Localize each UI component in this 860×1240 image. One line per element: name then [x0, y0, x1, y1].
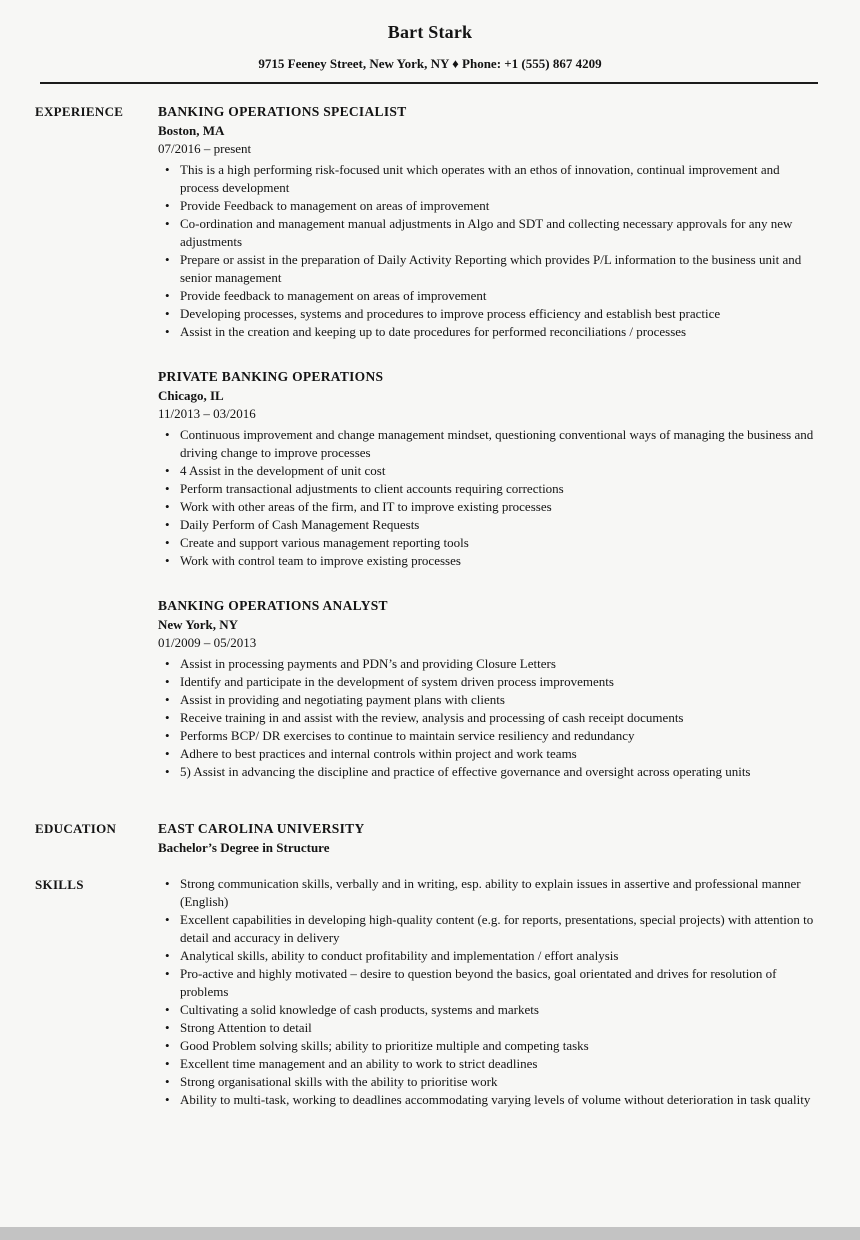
job-entry [158, 596, 815, 781]
bullet-item [158, 287, 815, 305]
bullet-text: Receive training in and assist with the review, analysis and processing of cash receipt documents [180, 710, 684, 725]
bullet-marker-icon: • [165, 674, 170, 689]
bullet-marker-icon: • [165, 876, 170, 891]
bullet-marker-icon: • [165, 912, 170, 927]
bullet-text: Identify and participate in the development of system driven process improvements [180, 674, 614, 689]
job-location: Boston, MA [158, 123, 225, 138]
bullet-item [158, 305, 815, 323]
bullet-text: Ability to multi-task, working to deadlines accommodating varying levels of volume without deterioration in task quality [180, 1092, 811, 1107]
resume-header [0, 0, 860, 84]
bullet-text: Cultivating a solid knowledge of cash products, systems and markets [180, 1002, 539, 1017]
bullet-text: Work with control team to improve existing processes [180, 553, 461, 568]
bullet-marker-icon: • [165, 162, 170, 177]
bullet-item [158, 197, 815, 215]
bullet-item [158, 498, 815, 516]
bullet-text: Strong communication skills, verbally and in writing, esp. ability to explain issues in assertive and professional manner (English) [180, 876, 801, 909]
job-title: BANKING OPERATIONS SPECIALIST [158, 104, 407, 119]
bullet-text: 4 Assist in the development of unit cost [180, 463, 386, 478]
skills-content [158, 875, 860, 1109]
bullet-marker-icon: • [165, 1074, 170, 1089]
degree-name: Bachelor’s Degree in Structure [158, 840, 330, 855]
bullet-marker-icon: • [165, 692, 170, 707]
job-title: PRIVATE BANKING OPERATIONS [158, 369, 384, 384]
bullet-text: Strong organisational skills with the ability to prioritise work [180, 1074, 498, 1089]
bullet-marker-icon: • [165, 252, 170, 267]
bullet-text: Developing processes, systems and procedures to improve process efficiency and establish best practice [180, 306, 721, 321]
section-label-skills: SKILLS [35, 877, 84, 892]
bullet-item [158, 965, 815, 1001]
bullet-text: Co-ordination and management manual adjustments in Algo and SDT and collecting necessary approvals for any new adjustments [180, 216, 793, 249]
experience-section [0, 102, 860, 807]
bullet-item [158, 426, 815, 462]
bullet-text: 5) Assist in advancing the discipline and practice of effective governance and oversight across operating units [180, 764, 751, 779]
bullet-text: Prepare or assist in the preparation of Daily Activity Reporting which provides P/L information to the business unit and senior management [180, 252, 802, 285]
bullet-marker-icon: • [165, 463, 170, 478]
bullet-text: Provide Feedback to management on areas of improvement [180, 198, 490, 213]
bullet-item [158, 745, 815, 763]
bullet-text: Provide feedback to management on areas of improvement [180, 288, 487, 303]
bullet-item [158, 709, 815, 727]
bullet-marker-icon: • [165, 216, 170, 231]
bullet-marker-icon: • [165, 656, 170, 671]
bullet-item [158, 480, 815, 498]
bullet-item [158, 1073, 815, 1091]
job-entry [158, 102, 815, 341]
bullet-marker-icon: • [165, 553, 170, 568]
bullet-marker-icon: • [165, 306, 170, 321]
bullet-marker-icon: • [165, 1056, 170, 1071]
page-bottom-edge [0, 1227, 860, 1240]
bullet-item [158, 323, 815, 341]
bullet-marker-icon: • [165, 746, 170, 761]
bullet-marker-icon: • [165, 728, 170, 743]
bullet-text: Assist in providing and negotiating payment plans with clients [180, 692, 505, 707]
candidate-name: Bart Stark [387, 22, 473, 42]
job-location: New York, NY [158, 617, 239, 632]
bullet-item [158, 875, 815, 911]
bullet-marker-icon: • [165, 517, 170, 532]
bullet-text: Excellent time management and an ability to work to strict deadlines [180, 1056, 538, 1071]
job-title: BANKING OPERATIONS ANALYST [158, 598, 388, 613]
bullet-text: Continuous improvement and change management mindset, questioning conventional ways of managing the business and driving change to improve processes [180, 427, 814, 460]
bullet-marker-icon: • [165, 764, 170, 779]
bullet-item [158, 462, 815, 480]
skills-section [0, 875, 860, 1109]
bullet-text: Daily Perform of Cash Management Requests [180, 517, 420, 532]
bullet-text: Excellent capabilities in developing high-quality content (e.g. for reports, presentations, special projects) with attention to detail and accuracy in delivery [180, 912, 814, 945]
bullet-text: Analytical skills, ability to conduct profitability and implementation / effort analysis [180, 948, 619, 963]
bullet-text: Assist in the creation and keeping up to date procedures for performed reconciliations / processes [180, 324, 687, 339]
bullet-item [158, 763, 815, 781]
bullet-marker-icon: • [165, 427, 170, 442]
skills-bullet-list [158, 875, 815, 1109]
bullet-item [158, 911, 815, 947]
bullet-marker-icon: • [165, 710, 170, 725]
job-bullet-list [158, 161, 815, 341]
bullet-item [158, 1055, 815, 1073]
job-location: Chicago, IL [158, 388, 224, 403]
bullet-marker-icon: • [165, 948, 170, 963]
job-dates: 07/2016 – present [158, 141, 252, 156]
job-dates: 11/2013 – 03/2016 [158, 406, 256, 421]
bullet-item [158, 1037, 815, 1055]
bullet-item [158, 1091, 815, 1109]
job-dates: 01/2009 – 05/2013 [158, 635, 257, 650]
education-section [0, 819, 860, 857]
bullet-marker-icon: • [165, 1002, 170, 1017]
bullet-item [158, 552, 815, 570]
bullet-text: Perform transactional adjustments to client accounts requiring corrections [180, 481, 564, 496]
bullet-item [158, 727, 815, 745]
bullet-item [158, 655, 815, 673]
bullet-item [158, 1019, 815, 1037]
section-label-experience: EXPERIENCE [35, 104, 124, 119]
bullet-marker-icon: • [165, 535, 170, 550]
bullet-marker-icon: • [165, 481, 170, 496]
bullet-item [158, 947, 815, 965]
school-name: EAST CAROLINA UNIVERSITY [158, 821, 365, 836]
experience-content [158, 102, 860, 807]
bullet-text: Performs BCP/ DR exercises to continue to maintain service resiliency and redundancy [180, 728, 635, 743]
bullet-item [158, 673, 815, 691]
bullet-marker-icon: • [165, 499, 170, 514]
section-label-education: EDUCATION [35, 821, 117, 836]
bullet-text: This is a high performing risk-focused unit which operates with an ethos of innovation, continual improvement and process development [180, 162, 780, 195]
job-bullet-list [158, 655, 815, 781]
job-entry [158, 367, 815, 570]
bullet-marker-icon: • [165, 198, 170, 213]
bullet-item [158, 691, 815, 709]
bullet-marker-icon: • [165, 966, 170, 981]
bullet-text: Work with other areas of the firm, and IT to improve existing processes [180, 499, 552, 514]
bullet-text: Adhere to best practices and internal controls within project and work teams [180, 746, 577, 761]
bullet-text: Good Problem solving skills; ability to prioritize multiple and competing tasks [180, 1038, 589, 1053]
bullet-item [158, 251, 815, 287]
bullet-marker-icon: • [165, 1038, 170, 1053]
job-bullet-list [158, 426, 815, 570]
bullet-marker-icon: • [165, 1020, 170, 1035]
bullet-text: Strong Attention to detail [180, 1020, 312, 1035]
bullet-text: Pro-active and highly motivated – desire to question beyond the basics, goal orientated and drives for resolution of problems [180, 966, 777, 999]
bullet-marker-icon: • [165, 1092, 170, 1107]
bullet-item [158, 1001, 815, 1019]
resume-body [0, 84, 860, 1109]
bullet-text: Create and support various management reporting tools [180, 535, 469, 550]
education-content [158, 819, 860, 857]
bullet-item [158, 161, 815, 197]
contact-line: 9715 Feeney Street, New York, NY ♦ Phone: +1 (555) 867 4209 [258, 56, 602, 71]
bullet-marker-icon: • [165, 324, 170, 339]
bullet-text: Assist in processing payments and PDN’s and providing Closure Letters [180, 656, 556, 671]
bullet-item [158, 215, 815, 251]
bullet-item [158, 516, 815, 534]
bullet-item [158, 534, 815, 552]
bullet-marker-icon: • [165, 288, 170, 303]
